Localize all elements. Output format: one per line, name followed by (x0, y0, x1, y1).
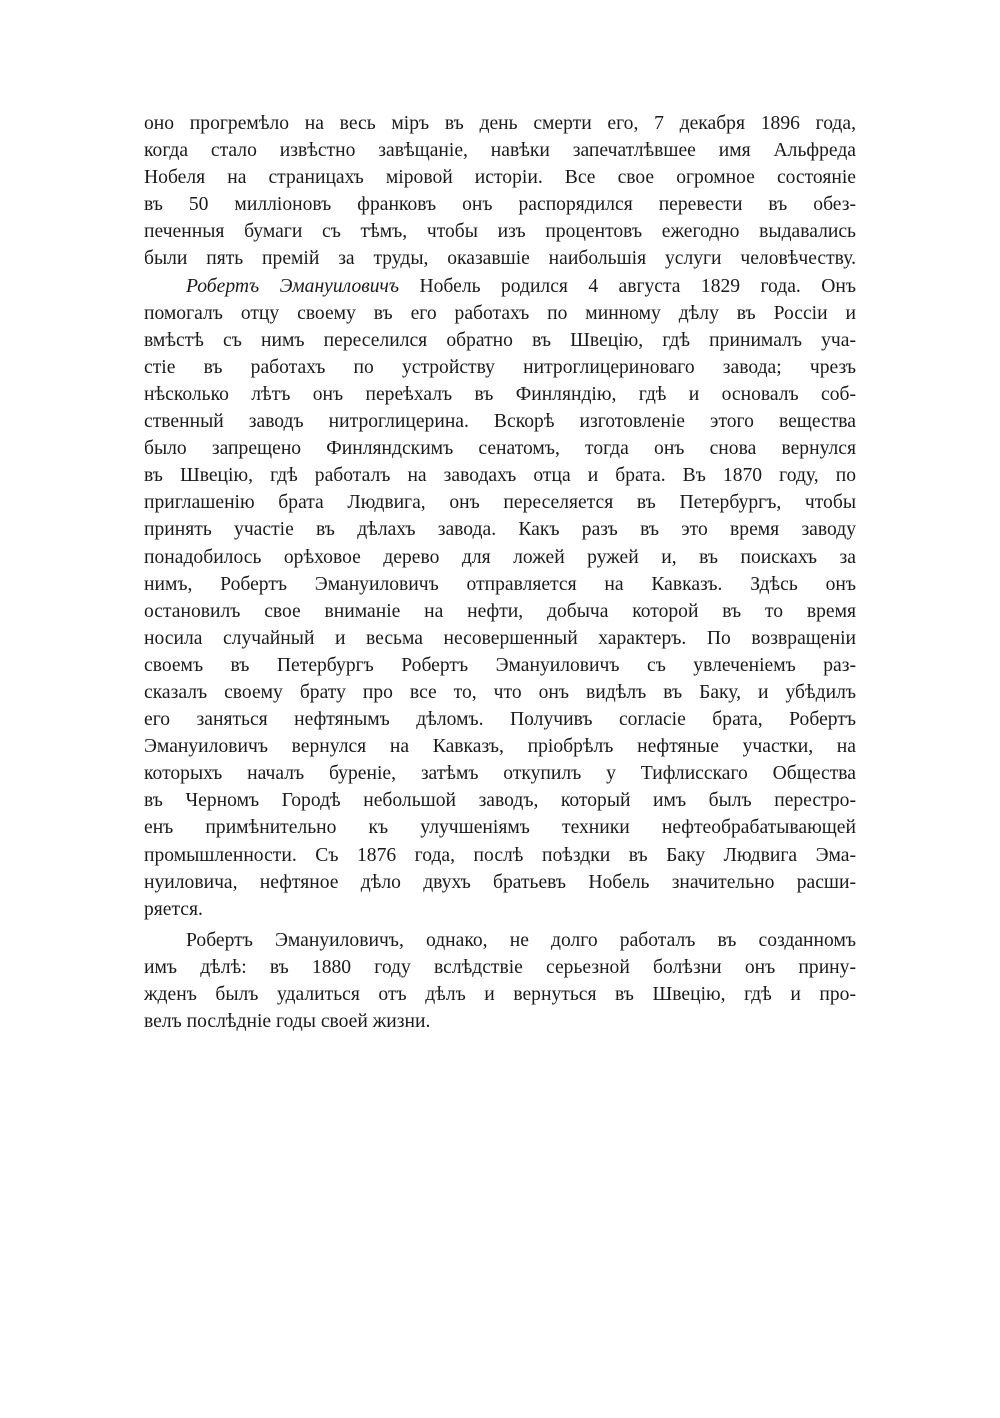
text-line: помогалъ отцу своему въ его работахъ по минному дѣлу въ Россіи и (144, 302, 856, 324)
paragraph-1 (144, 110, 856, 273)
text-line: нимъ, Робертъ Эмануиловичъ отправляется на Кавказъ. Здѣсь онъ (144, 573, 856, 595)
text-line: носила случайный и весьма несовершенный характеръ. По возвращеніи (144, 627, 856, 649)
text-line: велъ послѣдніе годы своей жизни. (144, 1011, 431, 1033)
text-line: его заняться нефтянымъ дѣломъ. Получивъ согласіе брата, Робертъ (144, 709, 856, 731)
text-line: были пять премій за труды, оказавшіе наибольшія услуги человѣчеству. (144, 248, 856, 270)
text-line: стіе въ работахъ по устройству нитроглицериноваго завода; чрезъ (144, 356, 856, 378)
text-line: промышленности. Съ 1876 года, послѣ поѣздки въ Баку Людвига Эма- (144, 844, 856, 866)
text-line: когда стало извѣстно завѣщаніе, навѣки запечатлѣвшее имя Альфреда (144, 140, 856, 162)
text-line: приглашенію брата Людвига, онъ переселяется въ Петербургъ, чтобы (144, 492, 856, 514)
name-emphasis: Робертъ Эмануиловичъ (186, 275, 400, 297)
text-line: въ 50 милліоновъ франковъ онъ распорядился перевести въ обез- (144, 194, 856, 216)
text-line: въ Черномъ Городѣ небольшой заводъ, который имъ былъ перестро- (144, 790, 856, 812)
text-line: Робертъ Эмануиловичъ, однако, не долго работалъ въ созданномъ (186, 929, 856, 951)
text-line (144, 273, 856, 300)
text-line: принять участіе въ дѣлахъ завода. Какъ разъ въ это время заводу (144, 519, 856, 541)
text-line: которыхъ началъ буреніе, затѣмъ откупилъ у Тифлисскаго Общества (144, 763, 856, 785)
text-line: имъ дѣлѣ: въ 1880 году вслѣдствіе серьезной болѣзни онъ прину- (144, 956, 856, 978)
text-run: Нобель родился 4 августа 1829 года. Онъ (399, 275, 856, 297)
text-line: понадобилось орѣховое дерево для ложей ружей и, въ поискахъ за (144, 546, 856, 568)
paragraph-2 (144, 273, 856, 923)
text-line: оно прогремѣло на весь міръ въ день смерти его, 7 декабря 1896 года, (144, 113, 856, 134)
paragraph-3 (144, 927, 856, 1035)
text-line: жденъ былъ удалиться отъ дѣлъ и вернуться въ Швецію, гдѣ и про- (144, 984, 856, 1005)
text-line: вмѣстѣ съ нимъ переселился обратно въ Швецію, гдѣ принималъ уча- (144, 329, 856, 351)
text-line: ственный заводъ нитроглицерина. Вскорѣ изготовленіе этого вещества (144, 411, 856, 433)
text-line: Нобеля на страницахъ міровой исторіи. Все свое огромное состояніе (144, 167, 856, 189)
text-line: нуиловича, нефтяное дѣло двухъ братьевъ Нобель значительно расши- (144, 871, 856, 893)
document-text (144, 110, 856, 1035)
text-line: енъ примѣнительно къ улучшеніямъ техники нефтеобрабатывающей (144, 817, 856, 839)
text-line: печенныя бумаги съ тѣмъ, чтобы изъ процентовъ ежегодно выдавались (144, 221, 856, 243)
text-line: ряется. (144, 898, 203, 920)
text-line: остановилъ свое вниманіе на нефти, добыча которой въ то время (144, 600, 856, 622)
text-line: сказалъ своему брату про все то, что онъ видѣлъ въ Баку, и убѣдилъ (144, 681, 856, 703)
text-line: своемъ въ Петербургъ Робертъ Эмануиловичъ съ увлеченіемъ раз- (144, 654, 856, 676)
text-line: въ Швецію, гдѣ работалъ на заводахъ отца и брата. Въ 1870 году, по (144, 465, 856, 487)
text-line: нѣсколько лѣтъ онъ переѣхалъ въ Финляндію, гдѣ и основалъ соб- (144, 383, 856, 405)
text-line: было запрещено Финляндскимъ сенатомъ, тогда онъ снова вернулся (144, 438, 856, 460)
text-line: Эмануиловичъ вернулся на Кавказъ, пріобрѣлъ нефтяные участки, на (144, 736, 856, 758)
